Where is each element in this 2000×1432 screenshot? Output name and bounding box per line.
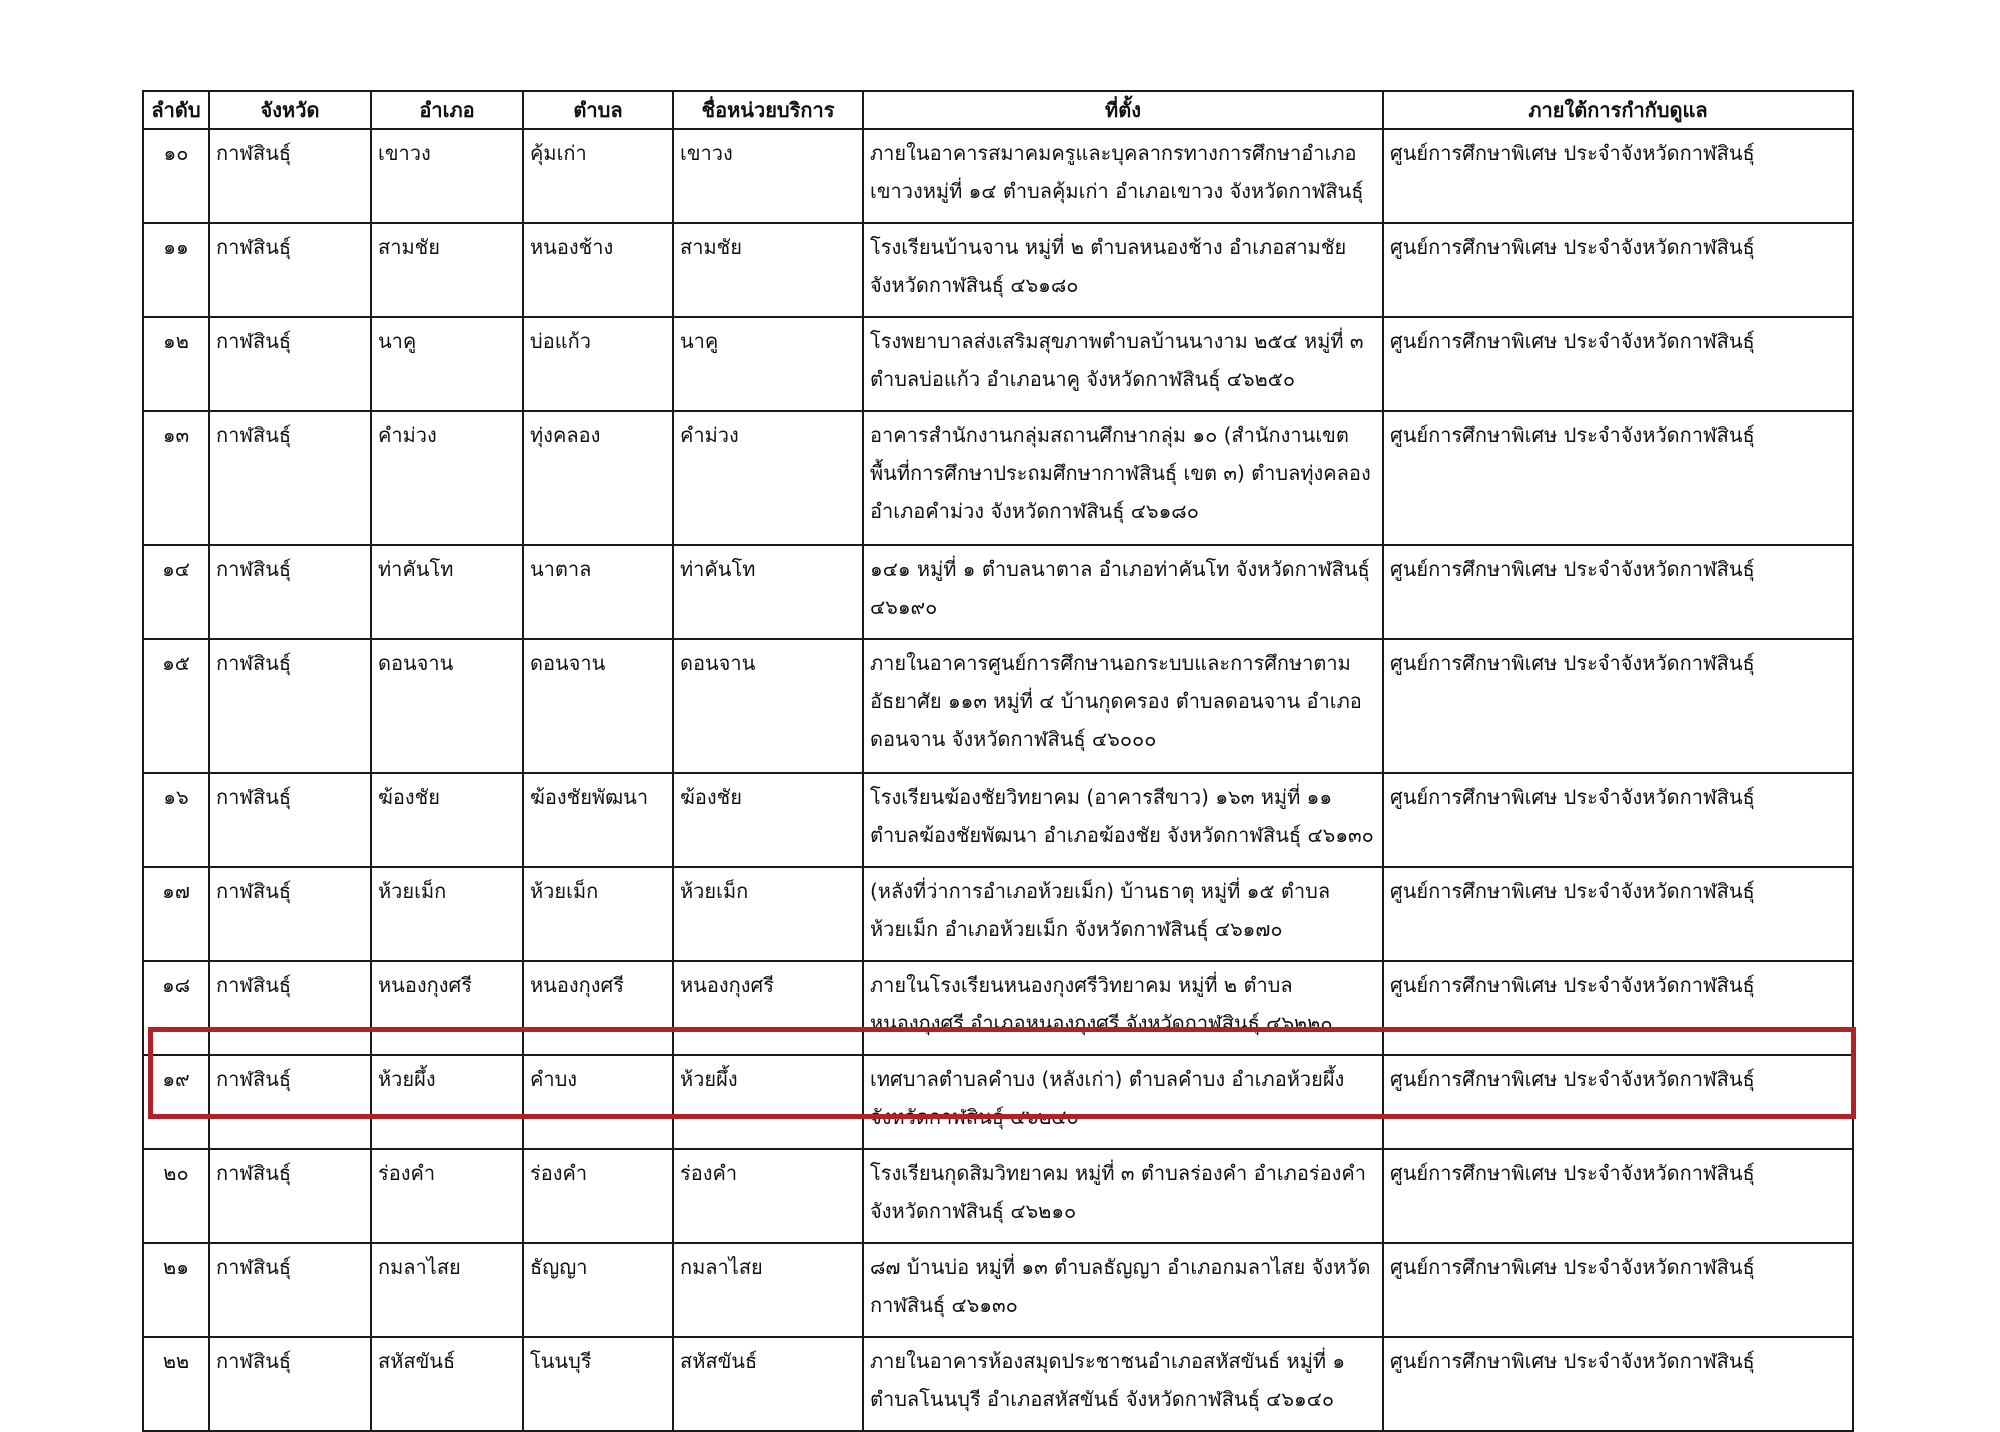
cell-location: ๑๔๑ หมู่ที่ ๑ ตำบลนาตาล อำเภอท่าคันโท จังหวัดกาฬสินธุ์ ๔๖๑๙๐ xyxy=(863,545,1383,639)
cell-subdistrict: นาตาล xyxy=(523,545,673,639)
cell-subdistrict: ทุ่งคลอง xyxy=(523,411,673,545)
cell-province: กาฬสินธุ์ xyxy=(209,545,371,639)
cell-subdistrict: โนนบุรี xyxy=(523,1337,673,1431)
cell-supervisor: ศูนย์การศึกษาพิเศษ ประจำจังหวัดกาฬสินธุ์ xyxy=(1383,317,1853,411)
cell-no: ๒๐ xyxy=(143,1149,209,1243)
header-subdistrict: ตำบล xyxy=(523,91,673,129)
cell-district: นาคู xyxy=(371,317,523,411)
cell-unit: กมลาไสย xyxy=(673,1243,863,1337)
cell-province: กาฬสินธุ์ xyxy=(209,1055,371,1149)
cell-supervisor: ศูนย์การศึกษาพิเศษ ประจำจังหวัดกาฬสินธุ์ xyxy=(1383,223,1853,317)
table-row xyxy=(143,961,1853,1055)
table-row-highlighted xyxy=(143,1055,1853,1149)
cell-province: กาฬสินธุ์ xyxy=(209,867,371,961)
cell-supervisor: ศูนย์การศึกษาพิเศษ ประจำจังหวัดกาฬสินธุ์ xyxy=(1383,411,1853,545)
cell-no: ๑๓ xyxy=(143,411,209,545)
cell-unit: ห้วยผึ้ง xyxy=(673,1055,863,1149)
cell-district: สามชัย xyxy=(371,223,523,317)
cell-district: ร่องคำ xyxy=(371,1149,523,1243)
header-no: ลำดับ xyxy=(143,91,209,129)
cell-unit: คำม่วง xyxy=(673,411,863,545)
cell-location: โรงเรียนกุดสิมวิทยาคม หมู่ที่ ๓ ตำบลร่องคำ อำเภอร่องคำ จังหวัดกาฬสินธุ์ ๔๖๒๑๐ xyxy=(863,1149,1383,1243)
table-row xyxy=(143,545,1853,639)
cell-unit: สหัสขันธ์ xyxy=(673,1337,863,1431)
cell-district: กมลาไสย xyxy=(371,1243,523,1337)
cell-supervisor: ศูนย์การศึกษาพิเศษ ประจำจังหวัดกาฬสินธุ์ xyxy=(1383,867,1853,961)
cell-supervisor: ศูนย์การศึกษาพิเศษ ประจำจังหวัดกาฬสินธุ์ xyxy=(1383,129,1853,223)
cell-location: ภายในอาคารสมาคมครูและบุคลากรทางการศึกษาอำเภอเขาวงหมู่ที่ ๑๔ ตำบลคุ้มเก่า อำเภอเขาวง จังหวัดกาฬสินธุ์ xyxy=(863,129,1383,223)
header-location: ที่ตั้ง xyxy=(863,91,1383,129)
table-header-row xyxy=(143,91,1853,129)
cell-province: กาฬสินธุ์ xyxy=(209,317,371,411)
cell-location: (หลังที่ว่าการอำเภอห้วยเม็ก) บ้านธาตุ หมู่ที่ ๑๕ ตำบลห้วยเม็ก อำเภอห้วยเม็ก จังหวัดกาฬสินธุ์ ๔๖๑๗๐ xyxy=(863,867,1383,961)
cell-location: ภายในโรงเรียนหนองกุงศรีวิทยาคม หมู่ที่ ๒ ตำบลหนองกุงศรี อำเภอหนองกุงศรี จังหวัดกาฬสินธุ์ ๔๖๒๒๐ xyxy=(863,961,1383,1055)
cell-no: ๑๑ xyxy=(143,223,209,317)
cell-subdistrict: หนองช้าง xyxy=(523,223,673,317)
cell-province: กาฬสินธุ์ xyxy=(209,1149,371,1243)
cell-location: โรงพยาบาลส่งเสริมสุขภาพตำบลบ้านนางาม ๒๕๔ หมู่ที่ ๓ ตำบลบ่อแก้ว อำเภอนาคู จังหวัดกาฬสินธุ์ ๔๖๒๕๐ xyxy=(863,317,1383,411)
cell-unit: หนองกุงศรี xyxy=(673,961,863,1055)
cell-district: ห้วยผึ้ง xyxy=(371,1055,523,1149)
header-district: อำเภอ xyxy=(371,91,523,129)
cell-unit: ฆ้องชัย xyxy=(673,773,863,867)
cell-no: ๑๘ xyxy=(143,961,209,1055)
table-row xyxy=(143,411,1853,545)
cell-unit: ดอนจาน xyxy=(673,639,863,773)
header-province: จังหวัด xyxy=(209,91,371,129)
cell-unit: ห้วยเม็ก xyxy=(673,867,863,961)
cell-unit: ร่องคำ xyxy=(673,1149,863,1243)
cell-district: คำม่วง xyxy=(371,411,523,545)
table-row xyxy=(143,223,1853,317)
cell-no: ๒๑ xyxy=(143,1243,209,1337)
table-row xyxy=(143,773,1853,867)
table-row xyxy=(143,639,1853,773)
cell-no: ๒๒ xyxy=(143,1337,209,1431)
cell-province: กาฬสินธุ์ xyxy=(209,773,371,867)
cell-no: ๑๒ xyxy=(143,317,209,411)
cell-district: ท่าคันโท xyxy=(371,545,523,639)
cell-unit: นาคู xyxy=(673,317,863,411)
cell-supervisor: ศูนย์การศึกษาพิเศษ ประจำจังหวัดกาฬสินธุ์ xyxy=(1383,639,1853,773)
cell-subdistrict: ห้วยเม็ก xyxy=(523,867,673,961)
cell-supervisor: ศูนย์การศึกษาพิเศษ ประจำจังหวัดกาฬสินธุ์ xyxy=(1383,961,1853,1055)
cell-no: ๑๕ xyxy=(143,639,209,773)
cell-district: ดอนจาน xyxy=(371,639,523,773)
table-row xyxy=(143,1337,1853,1431)
cell-subdistrict: บ่อแก้ว xyxy=(523,317,673,411)
table-row xyxy=(143,1243,1853,1337)
cell-district: ห้วยเม็ก xyxy=(371,867,523,961)
header-supervisor: ภายใต้การกำกับดูแล xyxy=(1383,91,1853,129)
cell-subdistrict: หนองกุงศรี xyxy=(523,961,673,1055)
cell-location: ภายในอาคารห้องสมุดประชาชนอำเภอสหัสขันธ์ หมู่ที่ ๑ ตำบลโนนบุรี อำเภอสหัสขันธ์ จังหวัดกาฬสินธุ์ ๔๖๑๔๐ xyxy=(863,1337,1383,1431)
table-row xyxy=(143,129,1853,223)
cell-no: ๑๔ xyxy=(143,545,209,639)
cell-supervisor: ศูนย์การศึกษาพิเศษ ประจำจังหวัดกาฬสินธุ์ xyxy=(1383,545,1853,639)
cell-district: ฆ้องชัย xyxy=(371,773,523,867)
cell-subdistrict: ดอนจาน xyxy=(523,639,673,773)
table-row xyxy=(143,1149,1853,1243)
cell-province: กาฬสินธุ์ xyxy=(209,639,371,773)
cell-location: อาคารสำนักงานกลุ่มสถานศึกษากลุ่ม ๑๐ (สำนักงานเขตพื้นที่การศึกษาประถมศึกษากาฬสินธุ์ เขต ๓) ตำบลทุ่งคลอง อำเภอคำม่วง จังหวัดกาฬสินธุ์ ๔๖๑๘๐ xyxy=(863,411,1383,545)
cell-province: กาฬสินธุ์ xyxy=(209,411,371,545)
cell-supervisor: ศูนย์การศึกษาพิเศษ ประจำจังหวัดกาฬสินธุ์ xyxy=(1383,1337,1853,1431)
cell-no: ๑๙ xyxy=(143,1055,209,1149)
cell-location: โรงเรียนบ้านจาน หมู่ที่ ๒ ตำบลหนองช้าง อำเภอสามชัย จังหวัดกาฬสินธุ์ ๔๖๑๘๐ xyxy=(863,223,1383,317)
cell-district: เขาวง xyxy=(371,129,523,223)
header-unit: ชื่อหน่วยบริการ xyxy=(673,91,863,129)
cell-province: กาฬสินธุ์ xyxy=(209,1337,371,1431)
cell-location: ๘๗ บ้านบ่อ หมู่ที่ ๑๓ ตำบลธัญญา อำเภอกมลาไสย จังหวัดกาฬสินธุ์ ๔๖๑๓๐ xyxy=(863,1243,1383,1337)
table-row xyxy=(143,317,1853,411)
cell-location: โรงเรียนฆ้องชัยวิทยาคม (อาคารสีขาว) ๑๖๓ หมู่ที่ ๑๑ ตำบลฆ้องชัยพัฒนา อำเภอฆ้องชัย จังหวัดกาฬสินธุ์ ๔๖๑๓๐ xyxy=(863,773,1383,867)
cell-subdistrict: ฆ้องชัยพัฒนา xyxy=(523,773,673,867)
cell-province: กาฬสินธุ์ xyxy=(209,1243,371,1337)
cell-supervisor: ศูนย์การศึกษาพิเศษ ประจำจังหวัดกาฬสินธุ์ xyxy=(1383,773,1853,867)
cell-location: เทศบาลตำบลคำบง (หลังเก่า) ตำบลคำบง อำเภอห้วยผึ้ง จังหวัดกาฬสินธุ์ ๔๖๒๔๐ xyxy=(863,1055,1383,1149)
cell-subdistrict: คุ้มเก่า xyxy=(523,129,673,223)
cell-province: กาฬสินธุ์ xyxy=(209,961,371,1055)
cell-subdistrict: คำบง xyxy=(523,1055,673,1149)
service-unit-table xyxy=(142,90,1854,1432)
cell-district: หนองกุงศรี xyxy=(371,961,523,1055)
cell-district: สหัสขันธ์ xyxy=(371,1337,523,1431)
cell-supervisor: ศูนย์การศึกษาพิเศษ ประจำจังหวัดกาฬสินธุ์ xyxy=(1383,1243,1853,1337)
cell-province: กาฬสินธุ์ xyxy=(209,129,371,223)
cell-subdistrict: ร่องคำ xyxy=(523,1149,673,1243)
cell-no: ๑๗ xyxy=(143,867,209,961)
cell-unit: ท่าคันโท xyxy=(673,545,863,639)
cell-no: ๑๐ xyxy=(143,129,209,223)
cell-province: กาฬสินธุ์ xyxy=(209,223,371,317)
cell-location: ภายในอาคารศูนย์การศึกษานอกระบบและการศึกษาตามอัธยาศัย ๑๑๓ หมู่ที่ ๔ บ้านกุดครอง ตำบลดอนจาน อำเภอดอนจาน จังหวัดกาฬสินธุ์ ๔๖๐๐๐ xyxy=(863,639,1383,773)
table-row xyxy=(143,867,1853,961)
cell-supervisor: ศูนย์การศึกษาพิเศษ ประจำจังหวัดกาฬสินธุ์ xyxy=(1383,1055,1853,1149)
cell-unit: สามชัย xyxy=(673,223,863,317)
cell-no: ๑๖ xyxy=(143,773,209,867)
cell-unit: เขาวง xyxy=(673,129,863,223)
cell-supervisor: ศูนย์การศึกษาพิเศษ ประจำจังหวัดกาฬสินธุ์ xyxy=(1383,1149,1853,1243)
cell-subdistrict: ธัญญา xyxy=(523,1243,673,1337)
